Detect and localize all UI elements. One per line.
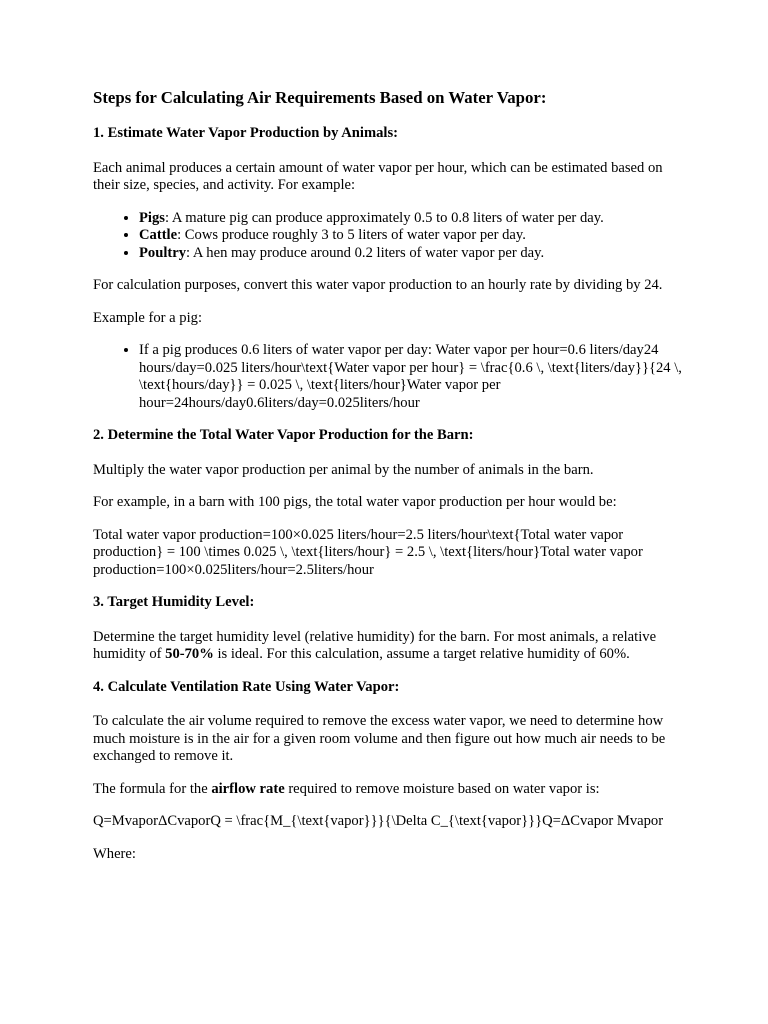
list-item-poultry [139,245,683,263]
animal-name: Pigs [139,209,165,226]
example-label: Example for a pig: [93,309,203,326]
animal-text: : A hen may produce around 0.2 liters of water vapor per day. [186,244,545,261]
airflow-rate-term: airflow rate [211,780,285,797]
animal-text: : A mature pig can produce approximately 0.5 to 0.8 liters of water per day. [164,209,604,226]
section-2-heading: 2. Determine the Total Water Vapor Production for the Barn: [93,427,474,443]
list-item-cattle [139,227,683,245]
section-4-paragraph-2 [93,781,683,799]
humidity-text-after: is ideal. For this calculation, assume a target relative humidity of 60%. [213,646,630,662]
where-label: Where: [93,845,136,862]
animal-name: Poultry [139,244,187,261]
airflow-text-before: The formula for the [93,780,212,797]
document-page [93,88,683,878]
humidity-range: 50-70% [165,646,214,662]
animal-name: Cattle [139,227,178,243]
animal-text: : Cows produce roughly 3 to 5 liters of water vapor per day. [177,227,526,243]
section-3-paragraph [93,629,683,664]
airflow-text-after: required to remove moisture based on water vapor is: [284,780,600,797]
example-list [93,342,683,412]
animal-list [93,210,683,263]
section-4-paragraph-1: To calculate the air volume required to remove the excess water vapor, we need to determine how much moisture is in the air for a given room volume and then figure out how much air needs to be exchanged to remove it. [93,713,666,764]
section-1-intro: Each animal produces a certain amount of water vapor per hour, which can be estimated based on their size, species, and activity. For example: [93,159,663,193]
section-2-paragraph-1: Multiply the water vapor production per animal by the number of animals in the barn. [93,461,594,478]
total-vapor-formula: Total water vapor production=100×0.025 liters/hour=2.5 liters/hour\text{Total water vapor production} = 100 \times 0.025 \, \text{liters/hour} = 2.5 \, \text{liters/hour}Total water vapor production=100×0.025liters/hour=2.5liters/hour [93,526,643,578]
list-item-pigs [139,210,683,228]
section-4-heading: 4. Calculate Ventilation Rate Using Water Vapor: [93,678,400,695]
document-title: Steps for Calculating Air Requirements Based on Water Vapor: [93,88,547,107]
conversion-paragraph: For calculation purposes, convert this water vapor production to an hourly rate by dividing by 24. [93,277,663,293]
humidity-text-before: Determine the target humidity level (relative humidity) for the barn. For most animals, a relative humidity of [93,628,657,662]
section-2-paragraph-2: For example, in a barn with 100 pigs, the total water vapor production per hour would be: [93,494,617,510]
airflow-formula: Q=MvaporΔCvaporQ = \frac{M_{\text{vapor}}}{\Delta C_{\text{vapor}}}Q=ΔCvapor Mvapor [93,813,664,829]
section-3-heading: 3. Target Humidity Level: [93,594,255,610]
section-1-heading: 1. Estimate Water Vapor Production by Animals: [93,125,399,141]
example-list-item: • If a pig produces 0.6 liters of water vapor per day: Water vapor per hour=0.6 liters/day24 hours/day=0.025 liters/hour\text{Water vapor per hour} = \frac{0.6 \, \text{liters/day}}{24 \, \text{hours/day}} = 0.025 \, \text{liters/hour}Water vapor per hour=24hours/day0.6liters/day=0.025liters/hour [139,342,683,412]
